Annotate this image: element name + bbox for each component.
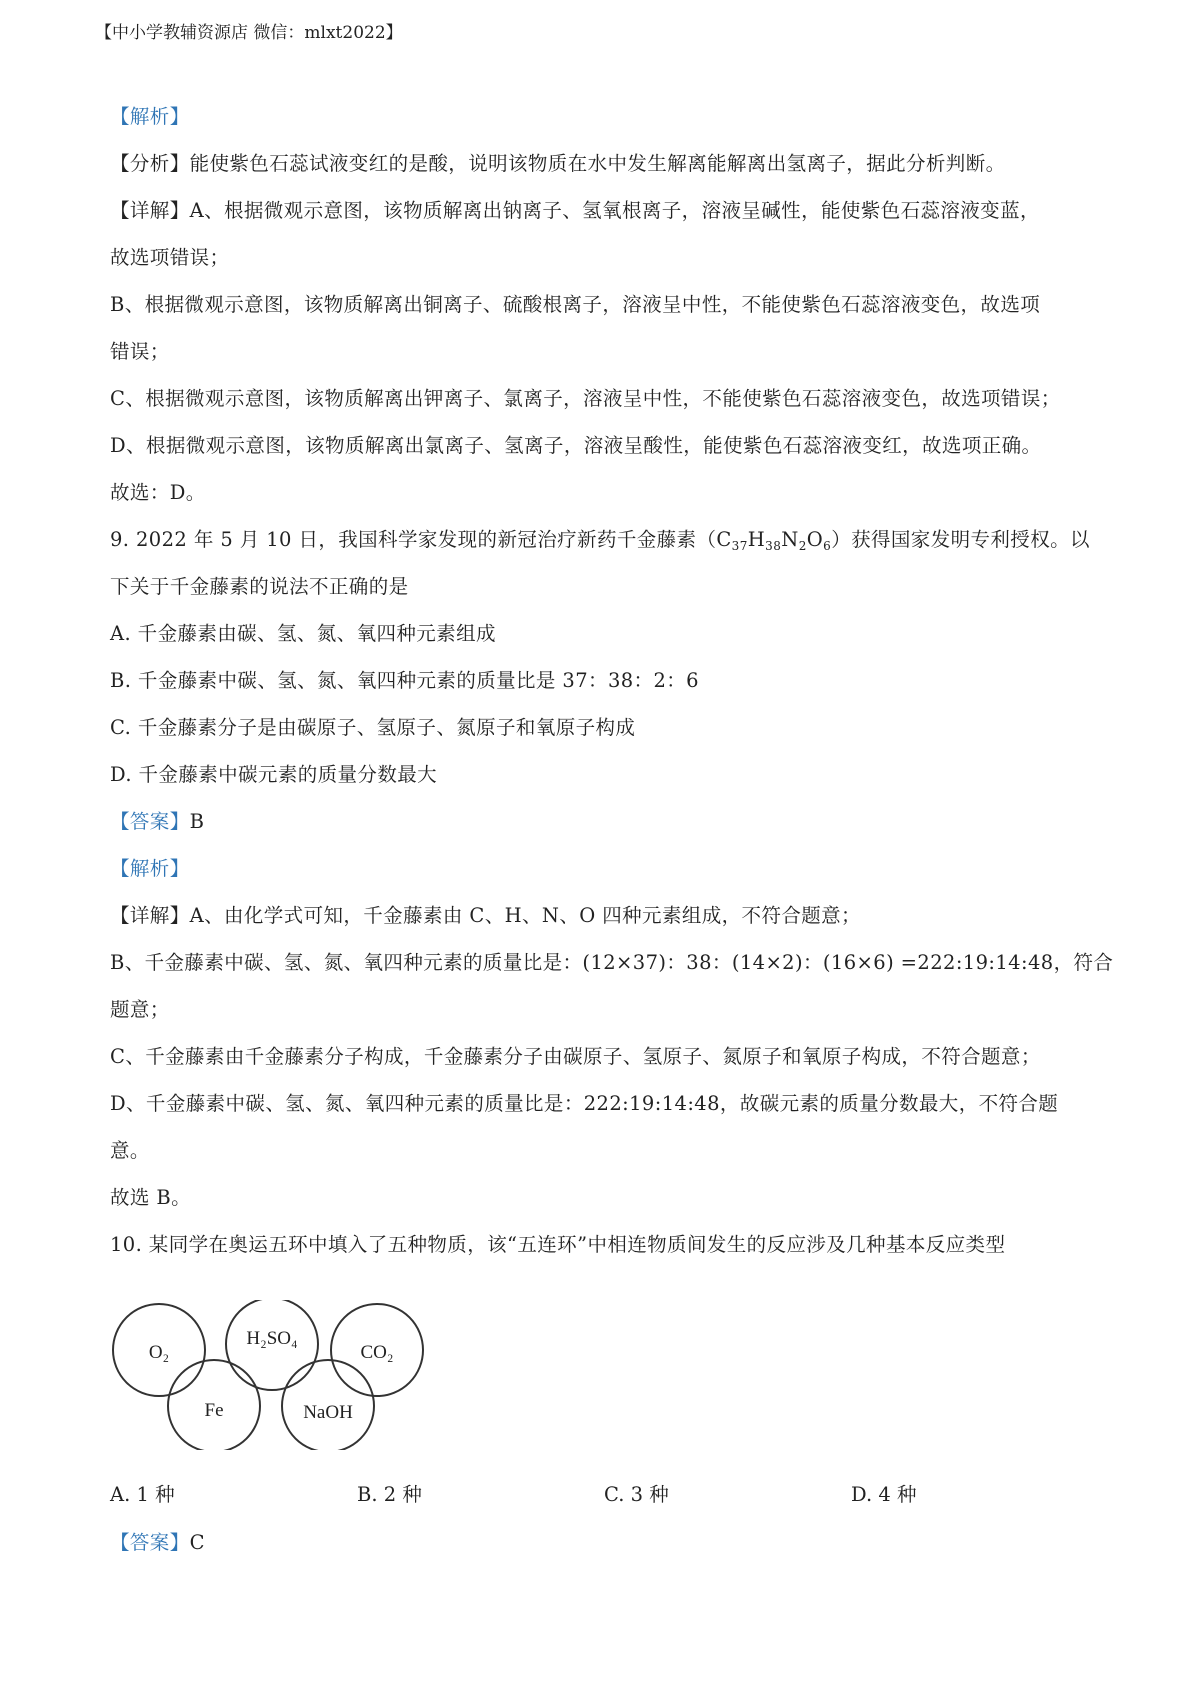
explain-label: 【解析】 [110, 857, 190, 880]
detail-line: 故选项错误； [110, 246, 230, 269]
option-a: A. 1 种 [110, 1483, 175, 1506]
ring-label-naoh: NaOH [303, 1402, 353, 1423]
detail-line: B、千金藤素中碳、氢、氮、氧四种元素的质量比是：(12×37)：38：(14×2)：(16×6) =222:19:14:48，符合 [110, 951, 1114, 974]
answer-line: 【答案】C [110, 1531, 205, 1554]
option-a: A. 千金藤素由碳、氢、氮、氧四种元素组成 [110, 622, 496, 645]
option-d: D. 千金藤素中碳元素的质量分数最大 [110, 763, 438, 786]
question-9-stem-2: 下关于千金藤素的说法不正确的是 [110, 575, 409, 598]
ring-label-co2: CO₂ [360, 1342, 394, 1363]
explain-label: 【解析】 [110, 105, 190, 128]
ring-label-o2: O₂ [148, 1342, 170, 1363]
question-10-stem: 10. 某同学在奥运五环中填入了五种物质，该“五连环”中相连物质间发生的反应涉及几种基本反应类型 [110, 1233, 1006, 1256]
detail-line: C、千金藤素由千金藤素分子构成，千金藤素分子由碳原子、氢原子、氮原子和氧原子构成，不符合题意； [110, 1045, 1041, 1068]
question-9-stem: 9. 2022 年 5 月 10 日，我国科学家发现的新冠治疗新药千金藤素$(C_{37}H_{38}N_2O_6)$获得国家发明专利授权。以 [110, 528, 1090, 553]
detail-line: 【详解】A、根据微观示意图，该物质解离出钠离子、氢氧根离子，溶液呈碱性，能使紫色石蕊溶液变蓝， [110, 199, 1040, 222]
ring-label-fe: Fe [204, 1400, 224, 1421]
option-c: C. 千金藤素分子是由碳原子、氢原子、氮原子和氧原子构成 [110, 716, 636, 739]
option-d: D. 4 种 [851, 1483, 917, 1506]
answer-line: 【答案】B [110, 810, 205, 833]
ring-label-h2so4: H₂SO₄ [246, 1328, 298, 1349]
detail-line: B、根据微观示意图，该物质解离出铜离子、硫酸根离子，溶液呈中性，不能使紫色石蕊溶液变色，故选项 [110, 293, 1041, 316]
detail-line: 错误； [110, 340, 170, 363]
detail-line: C、根据微观示意图，该物质解离出钾离子、氯离子，溶液呈中性，不能使紫色石蕊溶液变色，故选项错误； [110, 387, 1061, 410]
detail-line: 意。 [110, 1139, 150, 1162]
five-rings-diagram [112, 1300, 432, 1450]
detail-line: 【详解】A、由化学式可知，千金藤素由 C、H、N、O 四种元素组成，不符合题意； [110, 904, 861, 927]
detail-line: D、千金藤素中碳、氢、氮、氧四种元素的质量比是：222:19:14:48，故碳元素的质量分数最大，不符合题 [110, 1092, 1059, 1115]
page-header: 【中小学教辅资源店 微信：mlxt2022】 [95, 23, 403, 43]
conclusion: 故选 B。 [110, 1186, 192, 1209]
analysis-text: 【分析】能使紫色石蕊试液变红的是酸，说明该物质在水中发生解离能解离出氢离子，据此分析判断。 [110, 152, 1006, 175]
option-b: B. 千金藤素中碳、氢、氮、氧四种元素的质量比是 37：38：2：6 [110, 669, 699, 692]
detail-line: 题意； [110, 998, 170, 1021]
conclusion: 故选：D。 [110, 481, 206, 504]
option-b: B. 2 种 [357, 1483, 422, 1506]
option-c: C. 3 种 [604, 1483, 669, 1506]
detail-line: D、根据微观示意图，该物质解离出氯离子、氢离子，溶液呈酸性，能使紫色石蕊溶液变红，故选项正确。 [110, 434, 1042, 457]
